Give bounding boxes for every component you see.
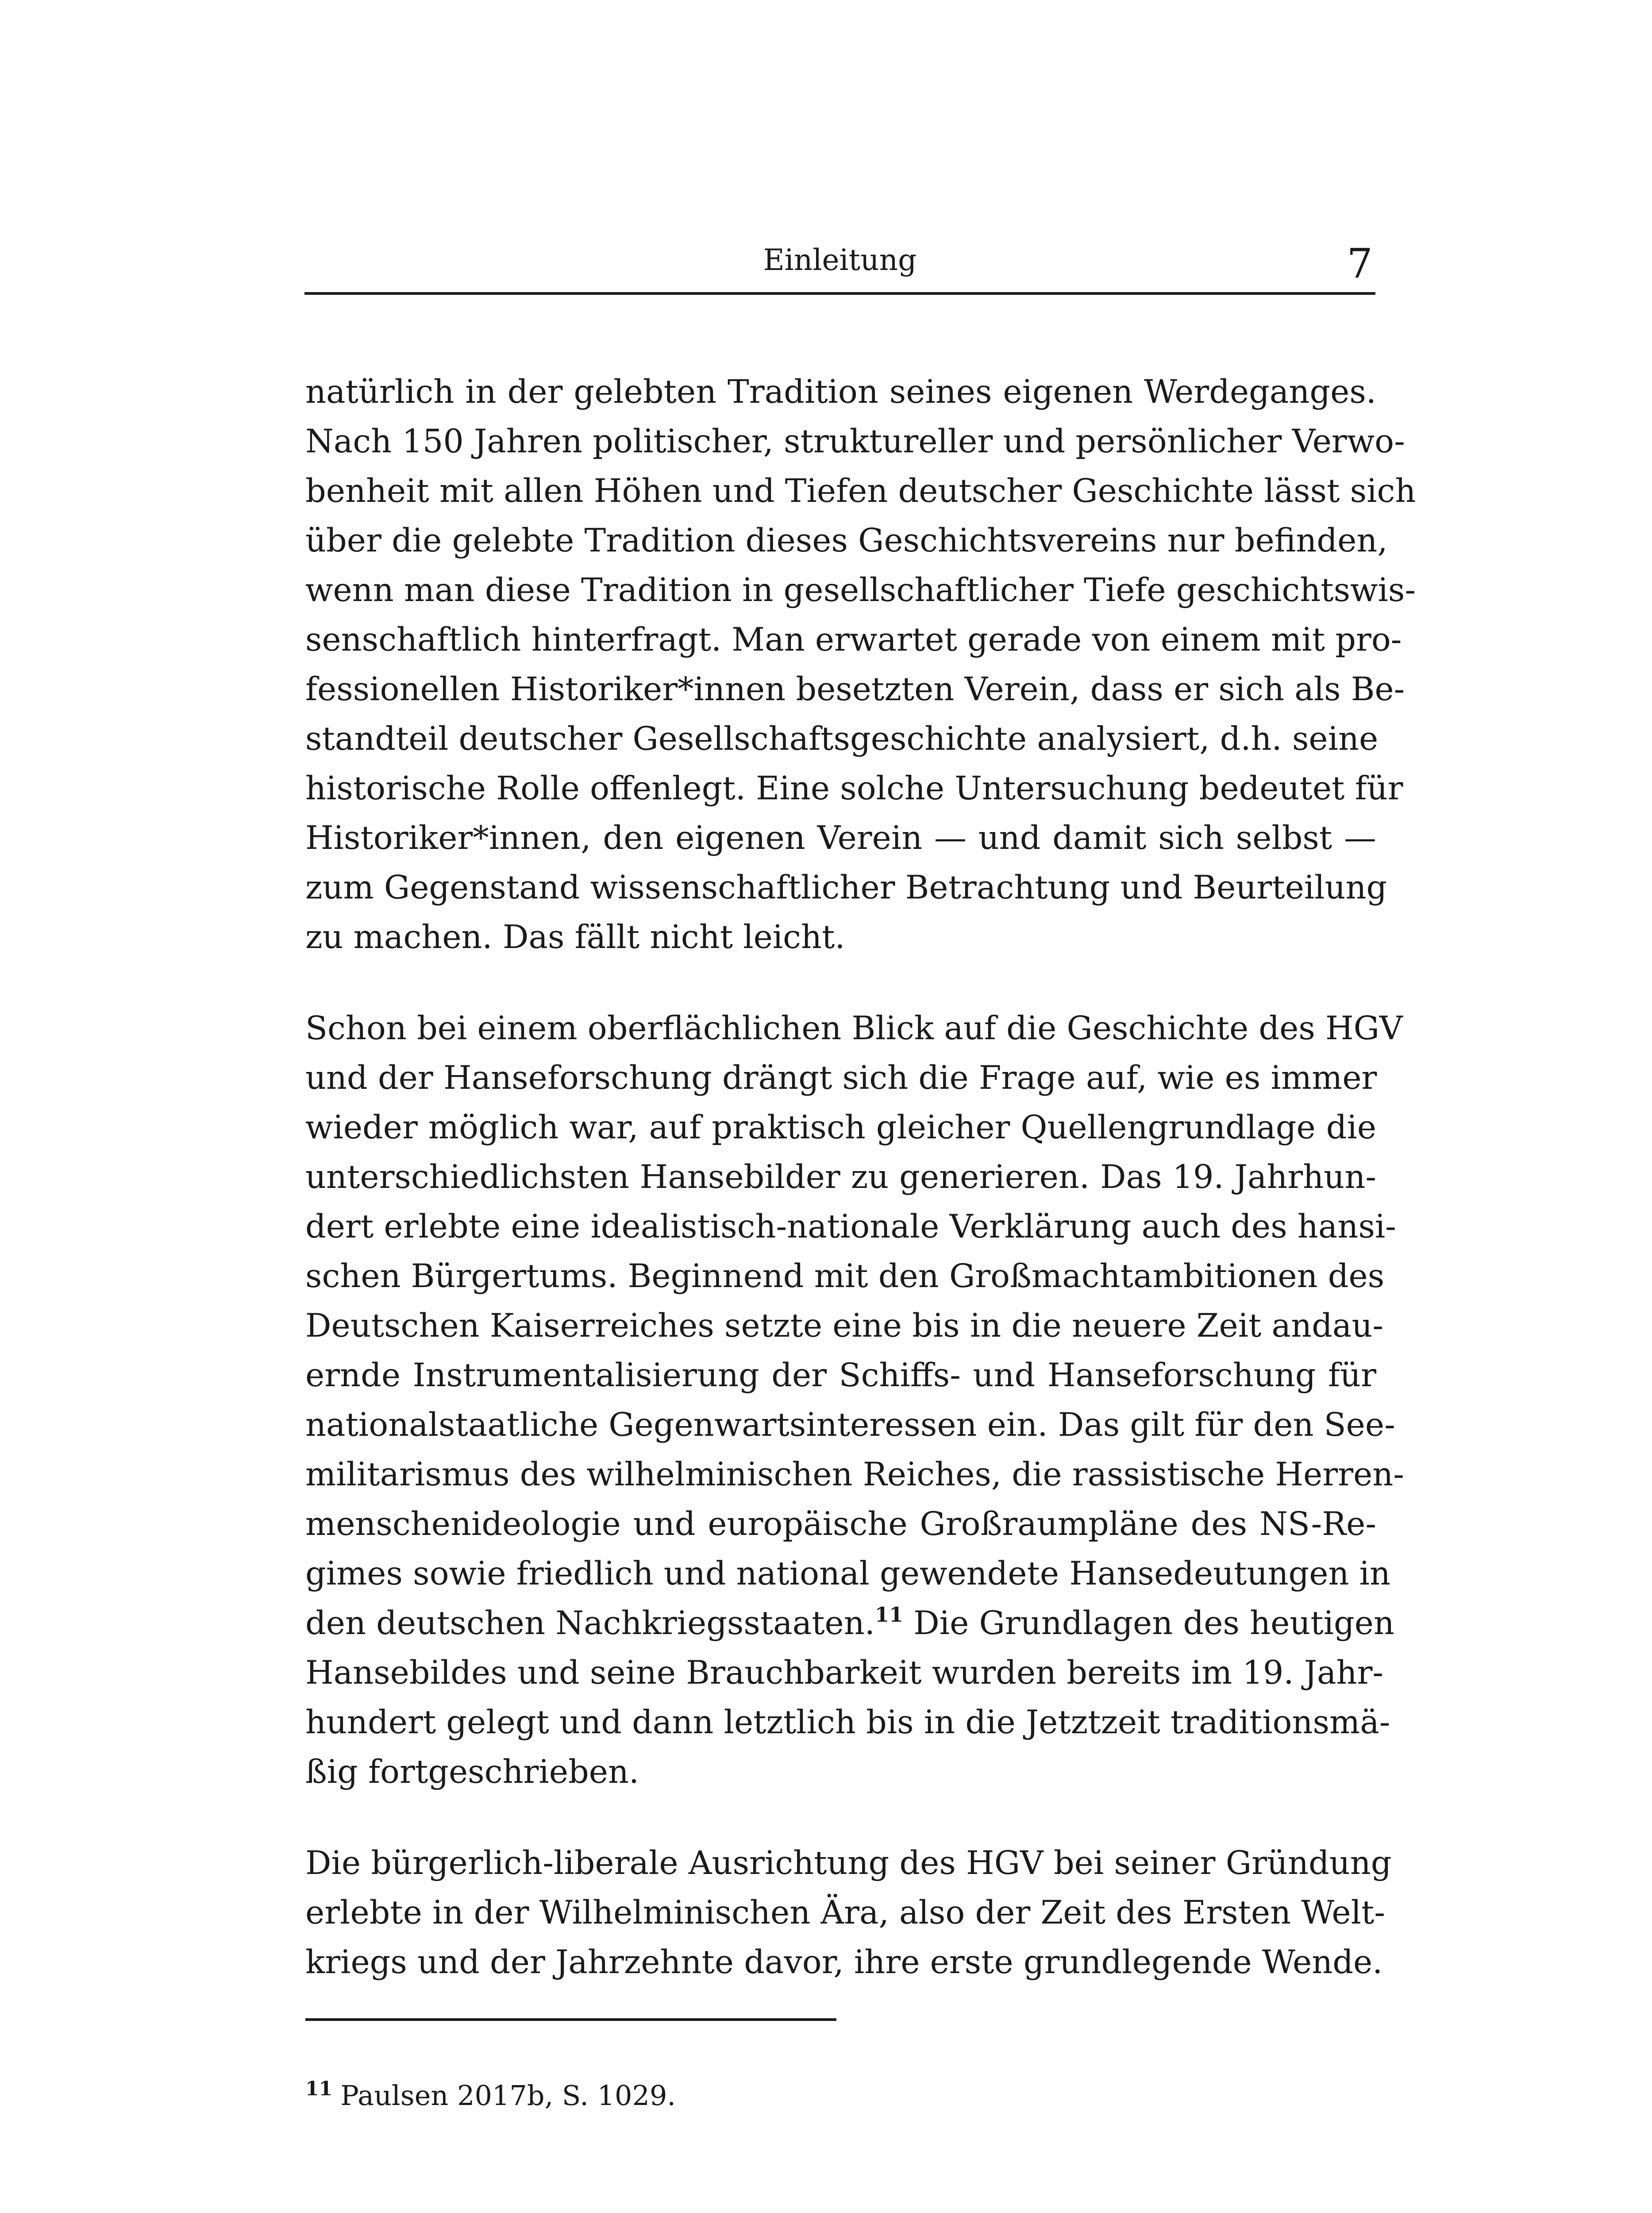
- footnote-number: 11: [305, 2078, 333, 2100]
- text-line: über die gelebte Tradition dieses Geschichtsvereins nur befinden,: [305, 522, 1388, 559]
- paragraph-2: [305, 1004, 1404, 1797]
- paragraph-1: [305, 367, 1416, 962]
- text-line-with-footnote: [305, 1599, 1394, 1648]
- text-line: wenn man diese Tradition in gesellschaftlicher Tiefe geschichtswis-: [305, 571, 1416, 609]
- text-line: gimes sowie friedlich und national gewendete Hansedeutungen in: [305, 1555, 1391, 1592]
- text-line: schen Bürgertums. Beginnend mit den Großmachtambitionen des: [305, 1257, 1385, 1295]
- text-line: und der Hanseforschung drängt sich die Frage auf, wie es immer: [305, 1059, 1377, 1097]
- text-line: unterschiedlichsten Hansebilder zu generieren. Das 19. Jahrhun-: [305, 1158, 1376, 1196]
- text-line: Schon bei einem oberflächlichen Blick auf die Geschichte des HGV: [305, 1010, 1403, 1047]
- text-line: standteil deutscher Gesellschaftsgeschichte analysiert, d.h. seine: [305, 720, 1379, 758]
- footnote: [305, 2071, 676, 2113]
- text-line: Historiker*innen, den eigenen Verein — und damit sich selbst —: [305, 819, 1376, 857]
- page-number: 7: [1347, 240, 1373, 287]
- footnote-divider: [305, 2018, 836, 2021]
- text-line: ernde Instrumentalisierung der Schiffs- und Hanseforschung für: [305, 1357, 1376, 1394]
- footnote-text: Paulsen 2017b, S. 1029.: [340, 2079, 676, 2112]
- text-line: historische Rolle offenlegt. Eine solche Untersuchung bedeutet für: [305, 770, 1403, 807]
- text-segment: Die Grundlagen des heutigen: [903, 1604, 1394, 1642]
- text-line: menschenideologie und europäische Großraumpläne des NS-Re-: [305, 1505, 1376, 1543]
- text-line: zu machen. Das fällt nicht leicht.: [305, 918, 845, 956]
- footnote-reference: 11: [874, 1603, 903, 1627]
- text-line: Hansebildes und seine Brauchbarkeit wurden bereits im 19. Jahr-: [305, 1654, 1384, 1692]
- running-head-title: Einleitung: [763, 243, 917, 277]
- text-line: erlebte in der Wilhelminischen Ära, also der Zeit des Ersten Welt-: [305, 1894, 1385, 1932]
- text-line: nationalstaatliche Gegenwartsinteressen ein. Das gilt für den See-: [305, 1406, 1395, 1444]
- text-line: Die bürgerlich-liberale Ausrichtung des HGV bei seiner Gründung: [305, 1844, 1392, 1882]
- text-line: hundert gelegt und dann letztlich bis in die Jetztzeit traditionsmä-: [305, 1704, 1390, 1741]
- text-line: zum Gegenstand wissenschaftlicher Betrachtung und Beurteilung: [305, 869, 1387, 906]
- body-text: [305, 367, 1416, 2029]
- text-line: ßig fortgeschrieben.: [305, 1753, 639, 1791]
- text-line: militarismus des wilhelminischen Reiches, die rassistische Herren-: [305, 1456, 1404, 1493]
- text-line: kriegs und der Jahrzehnte davor, ihre erste grundlegende Wende.: [305, 1943, 1383, 1981]
- text-line: dert erlebte eine idealistisch-nationale Verklärung auch des hansi-: [305, 1208, 1396, 1245]
- text-line: benheit mit allen Höhen und Tiefen deutscher Geschichte lässt sich: [305, 472, 1416, 510]
- text-line: senschaftlich hinterfragt. Man erwartet gerade von einem mit pro-: [305, 621, 1402, 659]
- running-header: [304, 235, 1375, 295]
- paragraph-3: [305, 1839, 1392, 1987]
- text-line: Deutschen Kaiserreiches setzte eine bis in die neuere Zeit andau-: [305, 1307, 1384, 1345]
- text-line: natürlich in der gelebten Tradition seines eigenen Werdeganges.: [305, 373, 1376, 411]
- text-line: Nach 150 Jahren politischer, struktureller und persönlicher Verwo-: [305, 423, 1405, 460]
- text-line: fessionellen Historiker*innen besetzten Verein, dass er sich als Be-: [305, 671, 1405, 708]
- text-line: wieder möglich war, auf praktisch gleicher Quellengrundlage die: [305, 1109, 1376, 1146]
- text-segment: den deutschen Nachkriegsstaaten.: [305, 1604, 875, 1642]
